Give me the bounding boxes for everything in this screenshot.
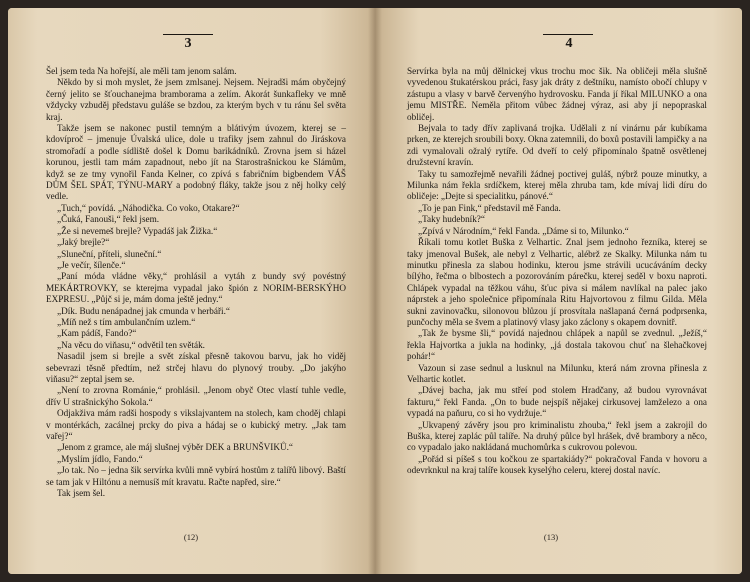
paragraph: „Sluneční, příteli, sluneční.“ <box>57 248 162 259</box>
paragraph: „To je pan Fink,“ představil mě Fanda. <box>418 202 561 213</box>
right-page-text <box>407 66 707 477</box>
paragraph: „Dík. Budu nenápadnej jak cmunda v herbáři.“ <box>57 305 230 316</box>
chapter-number-right: 4 <box>565 36 573 51</box>
right-page <box>375 8 742 574</box>
left-page <box>8 8 375 574</box>
paragraph: „Míň než s tím ambulančním uzlem.“ <box>57 316 196 327</box>
paragraph: „Je večír, šílenče.“ <box>57 259 126 270</box>
paragraph: Taky tu samozřejmě nevařili žádnej poctivej guláš, nýbrž pouze minutky, a Milunka nám řekla srdíčkem, kterej měla zhruba tam, kde mívaj lidi díru do obličeje: „Dejte si specialitku, pánové.“ <box>407 168 707 202</box>
paragraph: Vazoun si zase sednul a lusknul na Milunku, která nám zrovna přinesla z Velhartic kotlet. <box>407 362 707 384</box>
paragraph: „Ukvapený závěry jsou pro kriminalistu zhouba,“ řekl jsem a zakrojil do Buška, kterej zaplác půl talíře. Na druhý půlce byl hrášek, dvě brambory a něco, co vypadalo jako nakládaná muchomůrka s cukrovou polevou. <box>407 419 707 453</box>
paragraph: „Na věcu do viňasu,“ odvětil ten světák. <box>57 339 205 350</box>
paragraph: „Dávej bacha, jak mu střeí pod stolem Hradčany, až budou vyrovnávat fakturu,“ řekl Fanda. „On to bude nejspíš nějakej cirkusovej lamželezo a ona vypadá na paňuru, co si ho vydržuje.“ <box>407 385 707 419</box>
paragraph: „Že si nevemeš brejle? Vypadáš jak Žižka.“ <box>57 225 218 236</box>
paragraph: Bejvala to tady dřív zaplivaná trojka. Udělali z ní vinárnu pár kubíkama prken, ze kterejch sroubili boxy. Okna zatemnili, do boxů postavili lampičky a na zdi vymalovali ožralý rytíře. Od dveří to celý připomínalo špatně osvětlenej družstevní kravín. <box>407 123 707 168</box>
paragraph: „Tak že bysme šli,“ povídá najednou chlápek a napůl se zvednul. „Ježíš,“ řekla Hajvortka a jukla na hodinky, „já dostala takovou chuť na šlehačkovej pohár!“ <box>407 328 707 362</box>
paragraph: Někdo by si moh myslet, že jsem zmlsanej. Nejsem. Nejradši mám obyčejný černý jelito se šťouchanejma bramborama a zelím. Akorát šunkafleky ve mně vždycky vzbuděj představu guláše se bzdou, za kterým bych v tu ránu šel světa kraj. <box>46 77 346 122</box>
paragraph: „Jenom z gramce, ale máj slušnej výběr DEK a BRUNŠVIKŮ.“ <box>57 442 294 453</box>
chapter-number-left: 3 <box>184 36 192 51</box>
paragraph: Říkali tomu kotlet Buška z Velhartic. Znal jsem jednoho řezníka, kterej se taky jmenoval Bušek, ale nebyl z Velhartic, alébrž ze Skalky. Milunka nám tu minutku přinesla za slabou hodinku, kterou jsme strávili ucucáváním decky bílýho, řečma o blbostech a pozorováním párečku, kterej seděl v boxu naproti. Chlápek vypadal na těžkou váhu, šťuc piva si málem navlíkal na palec jako náprstek a jeho společnice připomínala Ritu Hajvortovou z filmu Gilda. Měla sukni zavinovačku, silonovou blůzou jí prosvítala našlapaná černá podprsenka, punčochy měla se švem a platinový vlasy jako záclony s okapem dovnitř. <box>407 237 707 327</box>
chapter-rule-left <box>163 34 213 35</box>
paragraph: „Pořád si píšeš s tou kočkou ze spartakiády?“ pokračoval Fanda v hovoru a odevrknkul na kraj talíře kousek kyselýho celeru, kterej dostal navíc. <box>407 453 707 476</box>
paragraph: „Kam pádíš, Fando?“ <box>57 328 137 339</box>
paragraph: „Taky hudebník?“ <box>418 214 485 225</box>
paragraph: „Čuká, Fanouši,“ řekl jsem. <box>57 214 160 225</box>
paragraph: Nasadil jsem si brejle a svět získal přesně takovou barvu, jak ho viděj sebevrazi těsně předtím, než strčej hlavu do plynový trouby. „Do jakýho viňasu?“ zeptal jsem se. <box>46 351 346 384</box>
paragraph: „Jo tak. No – jedna šik servírka kvůli mně vybírá hostům z talířů libový. Baští se tam jak v Hiltónu a nemusíš mít kravatu. Račte napřed, sire.“ <box>46 465 346 487</box>
paragraph: Šel jsem teda Na hořejší, ale měli tam jenom salám. <box>46 66 237 76</box>
chapter-rule-right <box>543 34 593 35</box>
paragraph: Tak jsem šel. <box>57 488 106 499</box>
paragraph: Servírka byla na můj dělnickej vkus trochu moc šik. Na obličeji měla slušně vyvedenou štukatérskou práci, řasy jak dráty z deštníku, namísto obočí chlupy v zástupu a vlasy v barvě červenýho hydrovosku. Fanda jí říkal MILUNKO a ona jemu MISTŘE. Neměla přitom vůbec žádnej výraz, asi aby jí nepopraskal obličej. <box>407 66 707 122</box>
paragraph: „Paní móda vládne věky,“ prohlásil a vytáh z bundy svý povéstný MEKÁRTROVKY, se kterejma vypadal jako špión z NORIM-BERSKÝHO EXPRESU. „Půjč si je, mám doma ještě jedny.“ <box>46 271 346 305</box>
paragraph: „Tuch,“ povídá. „Náhodička. Co voko, Otakare?“ <box>57 202 240 213</box>
paragraph: Odjakživa mám radši hospody s vikslajvantem na stolech, kam choděj chlapi v montérkách, zacálnej prcky do piva a hádaj se o kubický metry. „Jak tam vařej?“ <box>46 408 346 441</box>
page-number-right: (13) <box>543 532 559 542</box>
paragraph: „Jaký brejle?“ <box>57 237 110 248</box>
left-page-text <box>46 66 346 499</box>
paragraph: „Zpívá v Národním,“ řekl Fanda. „Dáme si to, Milunko.“ <box>418 225 629 236</box>
paragraph: „Není to zrovna Romániе,“ prohlásil. „Jenom obyč Otec vlastí tuhle vedle, dřív U strašnickýho Sokola.“ <box>46 385 346 407</box>
paragraph: Takže jsem se nakonec pustil temným a blátivým úvozem, kterej se – kdovíproč – jmenuje Úvalská ulice, dole u trafiky jsem zahnul do Jiráskova stromořadí a podle sídliště došel k Domu barikádníků. Zrovna jsem si házel korunou, jestli tam mám zapadnout, nebo jít na Starostrašnickou ke Slámům, když se ze tmy vynořil Fanda Kelner, co zpívá s fabričním bigbendem VÁŠ DŮM ŠEL SPÁT, TÝNU-MARY a podobný fláky, takže jsou z něj holky celý vedle. <box>46 123 346 202</box>
page-number-left: (12) <box>183 532 199 542</box>
book-gutter <box>368 8 382 574</box>
paragraph: „Myslím jídlo, Fando.“ <box>57 453 143 464</box>
open-book-spread <box>8 8 742 574</box>
